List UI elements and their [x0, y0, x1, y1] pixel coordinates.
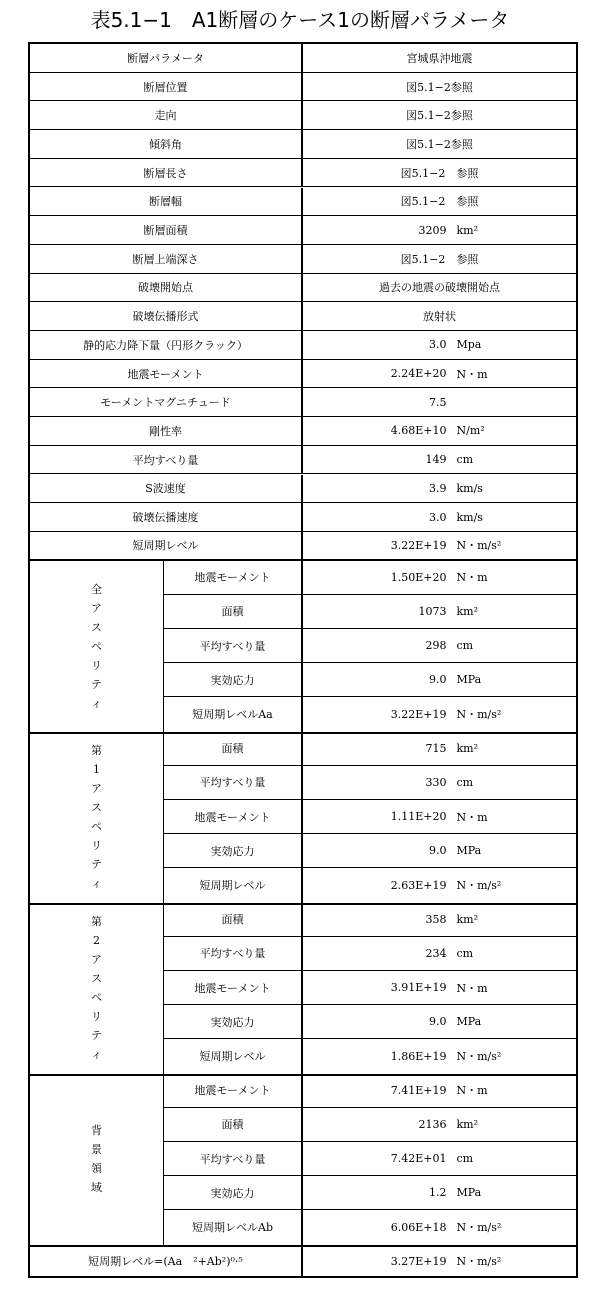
value-number: 9.0	[429, 1015, 447, 1029]
parameter-label: 断層面積	[30, 216, 303, 244]
parameter-label: 平均すべり量	[164, 1142, 303, 1175]
value-text: 過去の地震の破壊開始点	[379, 281, 500, 295]
value-cell	[303, 417, 576, 445]
parameter-label: 静的応力降下量（円形クラック）	[30, 331, 303, 359]
table-row	[30, 360, 576, 389]
parameter-label: 平均すべり量	[30, 446, 303, 474]
value-cell	[303, 1039, 576, 1073]
parameter-label: 実効応力	[164, 834, 303, 867]
table-row	[30, 302, 576, 331]
value-unit: N/m²	[456, 424, 485, 438]
table-row	[164, 1005, 576, 1039]
parameter-label: 実効応力	[164, 663, 303, 696]
table-row	[164, 868, 576, 902]
value-unit: N・m	[456, 1084, 488, 1098]
parameter-label: 実効応力	[164, 1176, 303, 1209]
table-row	[164, 834, 576, 868]
value-number: 7.41E+19	[390, 1083, 447, 1097]
table-row	[164, 663, 576, 697]
value-cell	[303, 1210, 576, 1244]
table-row	[30, 245, 576, 274]
value-unit: N・m	[456, 571, 488, 585]
value-cell	[303, 868, 576, 902]
value-unit: MPa	[456, 1186, 482, 1200]
value-cell	[303, 1108, 576, 1141]
parameter-label: 傾斜角	[30, 130, 303, 158]
table-row	[164, 561, 576, 595]
value-number: 1.2	[429, 1186, 447, 1200]
table-row	[164, 1210, 576, 1244]
value-unit: cm	[456, 775, 474, 789]
value-text: 図5.1−2参照	[406, 137, 473, 151]
value-unit: km/s	[456, 510, 483, 524]
table-row	[30, 475, 576, 504]
parameter-label: 破壊伝播形式	[30, 302, 303, 330]
parameter-label: 断層長さ	[30, 159, 303, 187]
parameter-label: 断層上端深さ	[30, 245, 303, 273]
value-cell	[303, 503, 576, 531]
parameter-label: 短周期レベル	[164, 868, 303, 902]
value-number: 234	[425, 946, 447, 960]
parameter-label: 平均すべり量	[164, 629, 303, 662]
parameter-label: 面積	[164, 1108, 303, 1141]
table-row	[30, 417, 576, 446]
value-text: 図5.1−2 参照	[400, 252, 479, 266]
value-number: 1.50E+20	[390, 570, 447, 584]
table-row	[164, 1108, 576, 1142]
table-row	[164, 732, 576, 766]
value-cell	[303, 101, 576, 129]
parameter-label: 短周期レベルAa	[164, 697, 303, 731]
value-number: 7.42E+01	[390, 1152, 447, 1166]
value-number: 3209	[418, 223, 447, 237]
table-row	[164, 1142, 576, 1176]
value-number: 3.9	[429, 481, 447, 495]
parameter-label: 地震モーメント	[164, 1074, 303, 1107]
value-number: 298	[425, 639, 447, 653]
value-unit: km/s	[456, 481, 483, 495]
value-unit: cm	[456, 1152, 474, 1166]
parameter-table	[28, 42, 578, 1278]
value-text: 図5.1−2参照	[406, 80, 473, 94]
group-name: 全アスペリティ	[91, 582, 102, 710]
value-cell	[303, 44, 576, 72]
table-row	[30, 44, 576, 73]
value-unit: km²	[456, 604, 479, 618]
value-unit: MPa	[456, 673, 482, 687]
value-number: 3.0	[429, 510, 447, 524]
value-number: 2.63E+19	[390, 878, 447, 892]
value-cell	[303, 388, 576, 416]
value-cell	[303, 834, 576, 867]
table-row	[164, 1039, 576, 1073]
parameter-label: 面積	[164, 595, 303, 628]
parameter-label: 平均すべり量	[164, 937, 303, 970]
table-row	[30, 101, 576, 130]
value-cell	[303, 446, 576, 474]
value-cell	[303, 159, 576, 187]
group-label	[30, 561, 164, 732]
value-cell	[303, 1005, 576, 1038]
value-unit: N・m	[456, 367, 488, 381]
value-number: 9.0	[429, 844, 447, 858]
parameter-label: 断層パラメータ	[30, 44, 303, 72]
table-title: 表5.1−1 A1断層のケース1の断層パラメータ	[90, 8, 510, 32]
parameter-label: 地震モーメント	[164, 561, 303, 594]
value-text: 放射状	[423, 310, 456, 324]
value-cell	[303, 331, 576, 359]
value-cell	[303, 188, 576, 216]
value-cell	[303, 697, 576, 731]
value-text: 宮城県沖地震	[406, 51, 473, 65]
value-number: 1.86E+19	[390, 1049, 447, 1063]
value-number: 2.24E+20	[390, 367, 447, 381]
value-cell	[303, 130, 576, 158]
value-unit: km²	[456, 741, 479, 755]
value-cell	[303, 1176, 576, 1209]
footer-row	[30, 1247, 576, 1276]
value-unit: N・m/s²	[456, 1050, 502, 1064]
group-label	[30, 1074, 164, 1245]
value-unit: km²	[456, 912, 479, 926]
table-row	[30, 331, 576, 360]
table-row	[164, 1176, 576, 1210]
parameter-label: 破壊伝播速度	[30, 503, 303, 531]
value-number: 9.0	[429, 673, 447, 687]
table-row	[164, 595, 576, 629]
parameter-label: 平均すべり量	[164, 766, 303, 799]
value-cell	[303, 595, 576, 628]
table-row	[164, 697, 576, 731]
parameter-label: 地震モーメント	[164, 800, 303, 833]
value-unit: Mpa	[456, 338, 482, 352]
value-number: 1073	[418, 604, 447, 618]
value-number: 3.22E+19	[390, 538, 447, 552]
table-row	[30, 446, 576, 475]
group-label	[30, 732, 164, 903]
parameter-label: 地震モーメント	[30, 360, 303, 388]
value-cell	[303, 663, 576, 696]
table-row	[30, 130, 576, 159]
value-cell	[303, 732, 576, 765]
value-text: 図5.1−2 参照	[400, 195, 479, 209]
table-row	[164, 971, 576, 1005]
value-unit: N・m/s²	[456, 1255, 502, 1269]
value-cell	[303, 245, 576, 273]
parameter-label: 地震モーメント	[164, 971, 303, 1004]
table-row	[30, 188, 576, 217]
value-cell	[303, 1247, 576, 1276]
value-number: 715	[425, 741, 447, 755]
value-cell	[303, 971, 576, 1004]
value-number: 1.11E+20	[390, 810, 447, 824]
value-cell	[303, 73, 576, 101]
parameter-label: モーメントマグニチュード	[30, 388, 303, 416]
parameter-label: 面積	[164, 903, 303, 936]
value-number: 149	[425, 453, 447, 467]
parameter-label: 剛性率	[30, 417, 303, 445]
value-number: 4.68E+10	[390, 424, 447, 438]
value-number: 358	[425, 912, 447, 926]
value-unit: MPa	[456, 1015, 482, 1029]
value-number: 2136	[418, 1117, 447, 1131]
value-unit: cm	[456, 639, 474, 653]
value-number: 3.22E+19	[390, 707, 447, 721]
group-name: 第2アスペリティ	[91, 915, 102, 1062]
value-number: 330	[425, 775, 447, 789]
value-unit: N・m	[456, 981, 488, 995]
value-text: 図5.1−2 参照	[400, 166, 479, 180]
value-number: 3.91E+19	[390, 981, 447, 995]
value-unit: N・m/s²	[456, 879, 502, 893]
table-row	[30, 532, 576, 561]
parameter-label: S波速度	[30, 475, 303, 503]
value-number: 3.27E+19	[390, 1254, 447, 1268]
value-cell	[303, 1142, 576, 1175]
table-row	[164, 629, 576, 663]
parameter-label: 断層幅	[30, 188, 303, 216]
value-number: 3.0	[429, 338, 447, 352]
value-unit: cm	[456, 946, 474, 960]
value-unit: N・m/s²	[456, 708, 502, 722]
value-unit: km²	[456, 223, 479, 237]
table-row	[30, 159, 576, 188]
parameter-label: 断層位置	[30, 73, 303, 101]
value-unit: MPa	[456, 844, 482, 858]
table-row	[30, 73, 576, 102]
group-label	[30, 903, 164, 1074]
value-cell	[303, 360, 576, 388]
table-row	[164, 766, 576, 800]
parameter-label: 短周期レベル	[164, 1039, 303, 1073]
table-row	[30, 388, 576, 417]
value-cell	[303, 766, 576, 799]
table-row	[164, 937, 576, 971]
parameter-label: 短周期レベル	[30, 532, 303, 559]
value-text: 図5.1−2参照	[406, 109, 473, 123]
table-row	[30, 216, 576, 245]
parameter-label: 短周期レベルAb	[164, 1210, 303, 1244]
value-cell	[303, 903, 576, 936]
parameter-label: 面積	[164, 732, 303, 765]
value-unit: N・m	[456, 810, 488, 824]
value-cell	[303, 629, 576, 662]
value-cell	[303, 937, 576, 970]
table-row	[164, 800, 576, 834]
parameter-label: 破壊開始点	[30, 274, 303, 302]
value-unit: N・m/s²	[456, 1221, 502, 1235]
table-row	[164, 903, 576, 937]
value-cell	[303, 302, 576, 330]
value-cell	[303, 216, 576, 244]
footer-label: 短周期レベル=(Aa ²+Ab²)⁰·⁵	[30, 1247, 303, 1276]
table-row	[30, 503, 576, 532]
value-cell	[303, 800, 576, 833]
value-number: 6.06E+18	[390, 1220, 447, 1234]
group-name: 第1アスペリティ	[91, 744, 102, 891]
group-name: 背景領域	[91, 1124, 102, 1195]
value-unit: cm	[456, 453, 474, 467]
value-unit: km²	[456, 1117, 479, 1131]
value-cell	[303, 1074, 576, 1107]
table-row	[30, 274, 576, 303]
value-cell	[303, 274, 576, 302]
parameter-label: 走向	[30, 101, 303, 129]
value-cell	[303, 475, 576, 503]
value-cell	[303, 561, 576, 594]
table-row	[164, 1074, 576, 1108]
parameter-label: 実効応力	[164, 1005, 303, 1038]
value-number: 7.5	[429, 395, 447, 409]
value-cell	[303, 532, 576, 559]
value-unit: N・m/s²	[456, 539, 502, 553]
